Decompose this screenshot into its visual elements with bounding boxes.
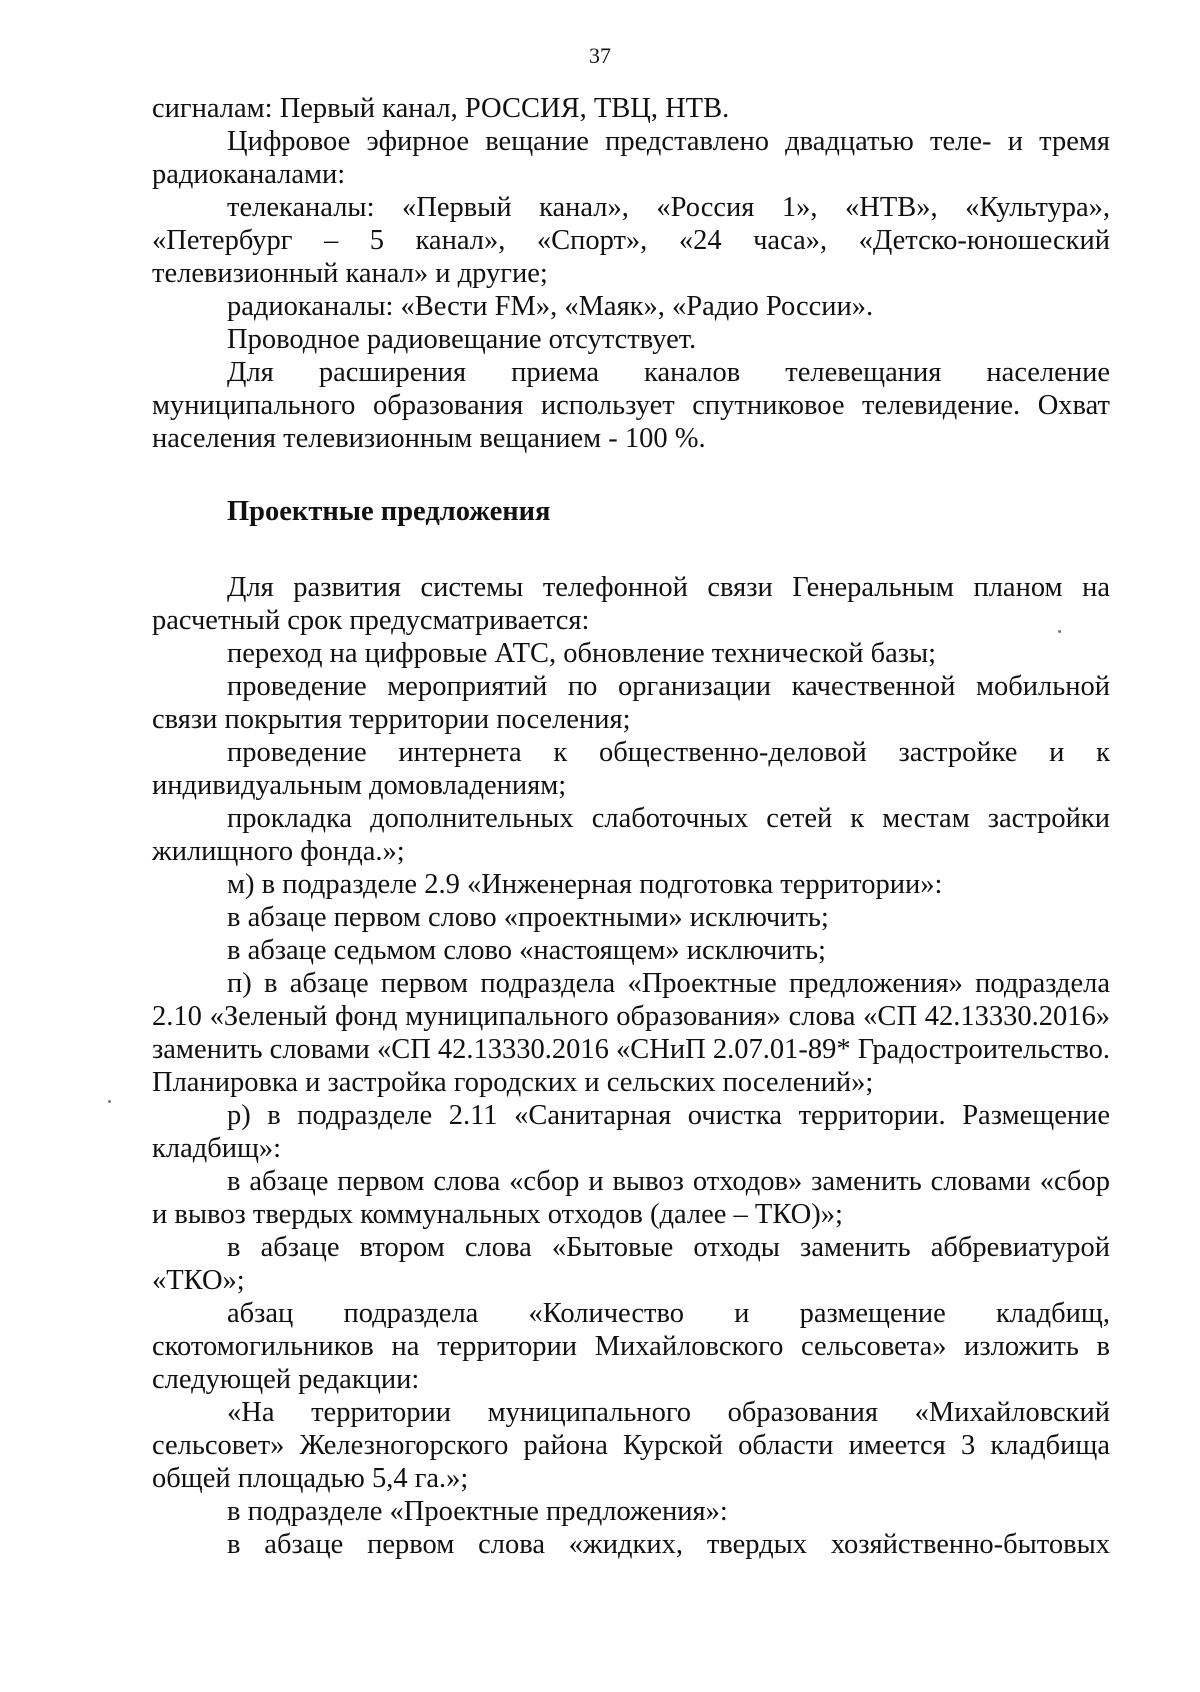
- paragraph: п) в абзаце первом подраздела «Проектные предложения» подраздела 2.10 «Зеленый фонд муниципального образования» слова «СП 42.13330.2016» заменить словами «СП 42.13330.2016 «СНиП 2.07.01-89* Градостроительство. Планировка и застройка городских и сельских поселений»;: [152, 968, 1111, 1098]
- paragraph: Цифровое эфирное вещание представлено двадцатью теле- и тремя радиоканалами:: [152, 126, 1110, 190]
- paragraph: в абзаце седьмом слово «настоящем» исключить;: [227, 935, 826, 966]
- paragraph: в абзаце первом слова «жидких, твердых хозяйственно-бытовых: [227, 1529, 1110, 1560]
- paragraph: сигналам: Первый канал, РОССИЯ, ТВЦ, НТВ.: [152, 93, 730, 124]
- paragraph: Проводное радиовещание отсутствует.: [227, 324, 697, 355]
- paragraph: в абзаце втором слова «Бытовые отходы заменить аббревиатурой «ТКО»;: [152, 1232, 1110, 1296]
- section-heading: Проектные предложения: [227, 496, 551, 527]
- paragraph: абзац подраздела «Количество и размещение кладбищ, скотомогильников на территории Михайловского сельсовета» изложить в следующей редакции:: [152, 1298, 1110, 1395]
- scan-speck: [1058, 630, 1061, 633]
- paragraph: р) в подразделе 2.11 «Санитарная очистка территории. Размещение кладбищ»:: [152, 1100, 1110, 1164]
- paragraph: в абзаце первом слово «проектными» исключить;: [227, 902, 829, 933]
- scan-speck: [108, 1100, 111, 1103]
- paragraph: м) в подразделе 2.9 «Инженерная подготовка территории»:: [227, 869, 943, 900]
- paragraph: «На территории муниципального образования «Михайловский сельсовет» Железногорского района Курской области имеется 3 кладбища общей площадью 5,4 га.»;: [152, 1397, 1110, 1494]
- paragraph: Для расширения приема каналов телевещания население муниципального образования использует спутниковое телевидение. Охват населения телевизионным вещанием - 100 %.: [152, 357, 1110, 454]
- paragraph: проведение интернета к общественно-деловой застройке и к индивидуальным домовладениям;: [152, 737, 1110, 801]
- paragraph: переход на цифровые АТС, обновление технической базы;: [227, 638, 937, 669]
- document-body: [152, 92, 1110, 1561]
- paragraph: Для развития системы телефонной связи Генеральным планом на расчетный срок предусматривается:: [152, 572, 1110, 636]
- paragraph: в абзаце первом слова «сбор и вывоз отходов» заменить словами «сбор и вывоз твердых коммунальных отходов (далее – ТКО)»;: [152, 1166, 1110, 1230]
- page-number: 37: [589, 43, 611, 68]
- paragraph: прокладка дополнительных слаботочных сетей к местам застройки жилищного фонда.»;: [152, 803, 1110, 867]
- paragraph: телеканалы: «Первый канал», «Россия 1», «НТВ», «Культура», «Петербург – 5 канал», «Спорт», «24 часа», «Детско-юношеский телевизионный канал» и другие;: [152, 192, 1110, 289]
- paragraph: радиоканалы: «Вести FM», «Маяк», «Радио России».: [227, 291, 874, 322]
- paragraph: проведение мероприятий по организации качественной мобильной связи покрытия территории поселения;: [152, 671, 1110, 735]
- paragraph: в подразделе «Проектные предложения»:: [227, 1496, 728, 1527]
